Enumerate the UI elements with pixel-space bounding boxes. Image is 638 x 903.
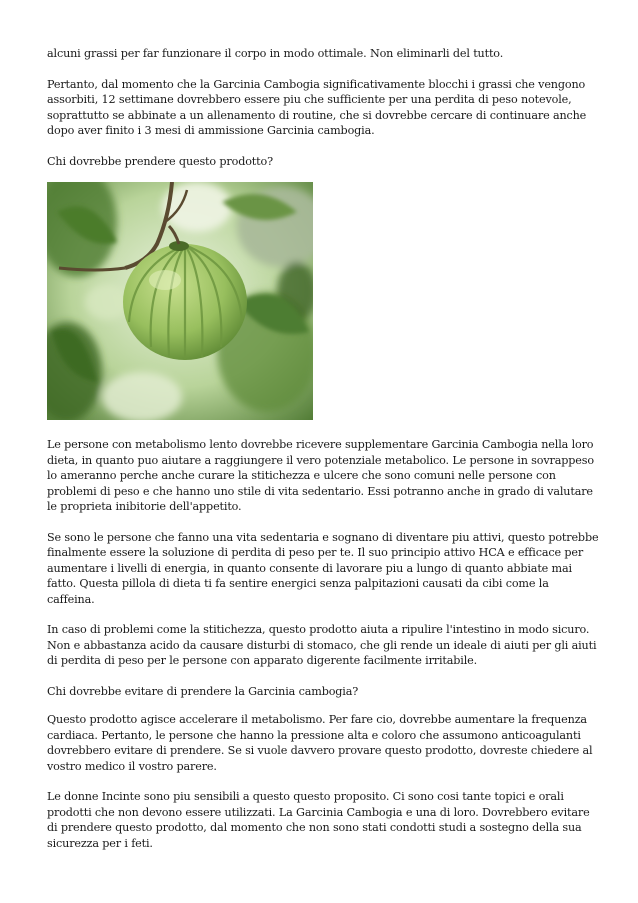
paragraph-pregnant-women: Le donne Incinte sono piu sensibili a questo questo proposito. Ci sono cosi tante topici e orali prodotti che non devono essere utilizzati. La Garcinia Cambogia e una di loro. Dovrebbero evitare di prendere questo prodotto, dal momento che non sono stati condotti studi a sostegno della sua sicurezza per i feti.	[47, 790, 590, 850]
document-page	[47, 46, 599, 866]
paragraph-duration: Pertanto, dal momento che la Garcinia Cambogia significativamente blocchi i grassi che vengono assorbiti, 12 settimane dovrebbero essere piu che sufficiente per una perdita di peso notevole, soprattutto se abbinate a un allenamento di routine, che si dovrebbe cercare di continuare anche dopo aver finito i 3 mesi di ammissione Garcinia cambogia.	[47, 77, 587, 137]
paragraph-slow-metabolism: Le persone con metabolismo lento dovrebbe ricevere supplementare Garcinia Cambogia nella loro dieta, in quanto puo aiutare a raggiungere il vero potenziale metabolico. Le persone in sovrappeso lo ameranno perche anche curare la stitichezza e ulcere che sono comuni nelle persone con problemi di peso e che hanno uno stile di vita sedentario. Essi potranno anche in grado di valutare le proprieta inibitorie dell'appetito.	[47, 438, 594, 513]
paragraph-intro-end: alcuni grassi per far funzionare il corpo in modo ottimale. Non eliminarli del tutto.	[47, 47, 504, 60]
paragraph-sedentary: Se sono le persone che fanno una vita sedentaria e sognano di diventare piu attivi, questo potrebbe finalmente essere la soluzione di perdita di peso per te. Il suo principio attivo HCA e efficace per aumentare i livelli di energia, in quanto consente di lavorare piu a lungo di quanto abbiate mai fatto. Questa pillola di dieta ti fa sentire energici senza palpitazioni causati da cibi come la caffeina.	[47, 530, 599, 606]
paragraph-constipation: In caso di problemi come la stitichezza, questo prodotto aiuta a ripulire l'intestino in modo sicuro. Non e abbastanza acido da causare disturbi di stomaco, che gli rende un ideale di aiuti per gli aiuti di perdita di peso per le persone con apparato digerente facilmente irritabile.	[47, 623, 597, 667]
question-who-should-avoid: Chi dovrebbe evitare di prendere la Garcinia cambogia?	[47, 684, 359, 698]
paragraph-heart-rate: Questo prodotto agisce accelerare il metabolismo. Per fare cio, dovrebbe aumentare la frequenza cardiaca. Pertanto, le persone che hanno la pressione alta e coloro che assumono anticoagulanti dovrebbero evitare di prendere. Se si vuole davvero provare questo prodotto, dovreste chiedere al vostro medico il vostro parere.	[47, 713, 593, 773]
question-who-should-take: Chi dovrebbe prendere questo prodotto?	[47, 154, 273, 168]
garcinia-fruit-photo	[47, 182, 313, 420]
